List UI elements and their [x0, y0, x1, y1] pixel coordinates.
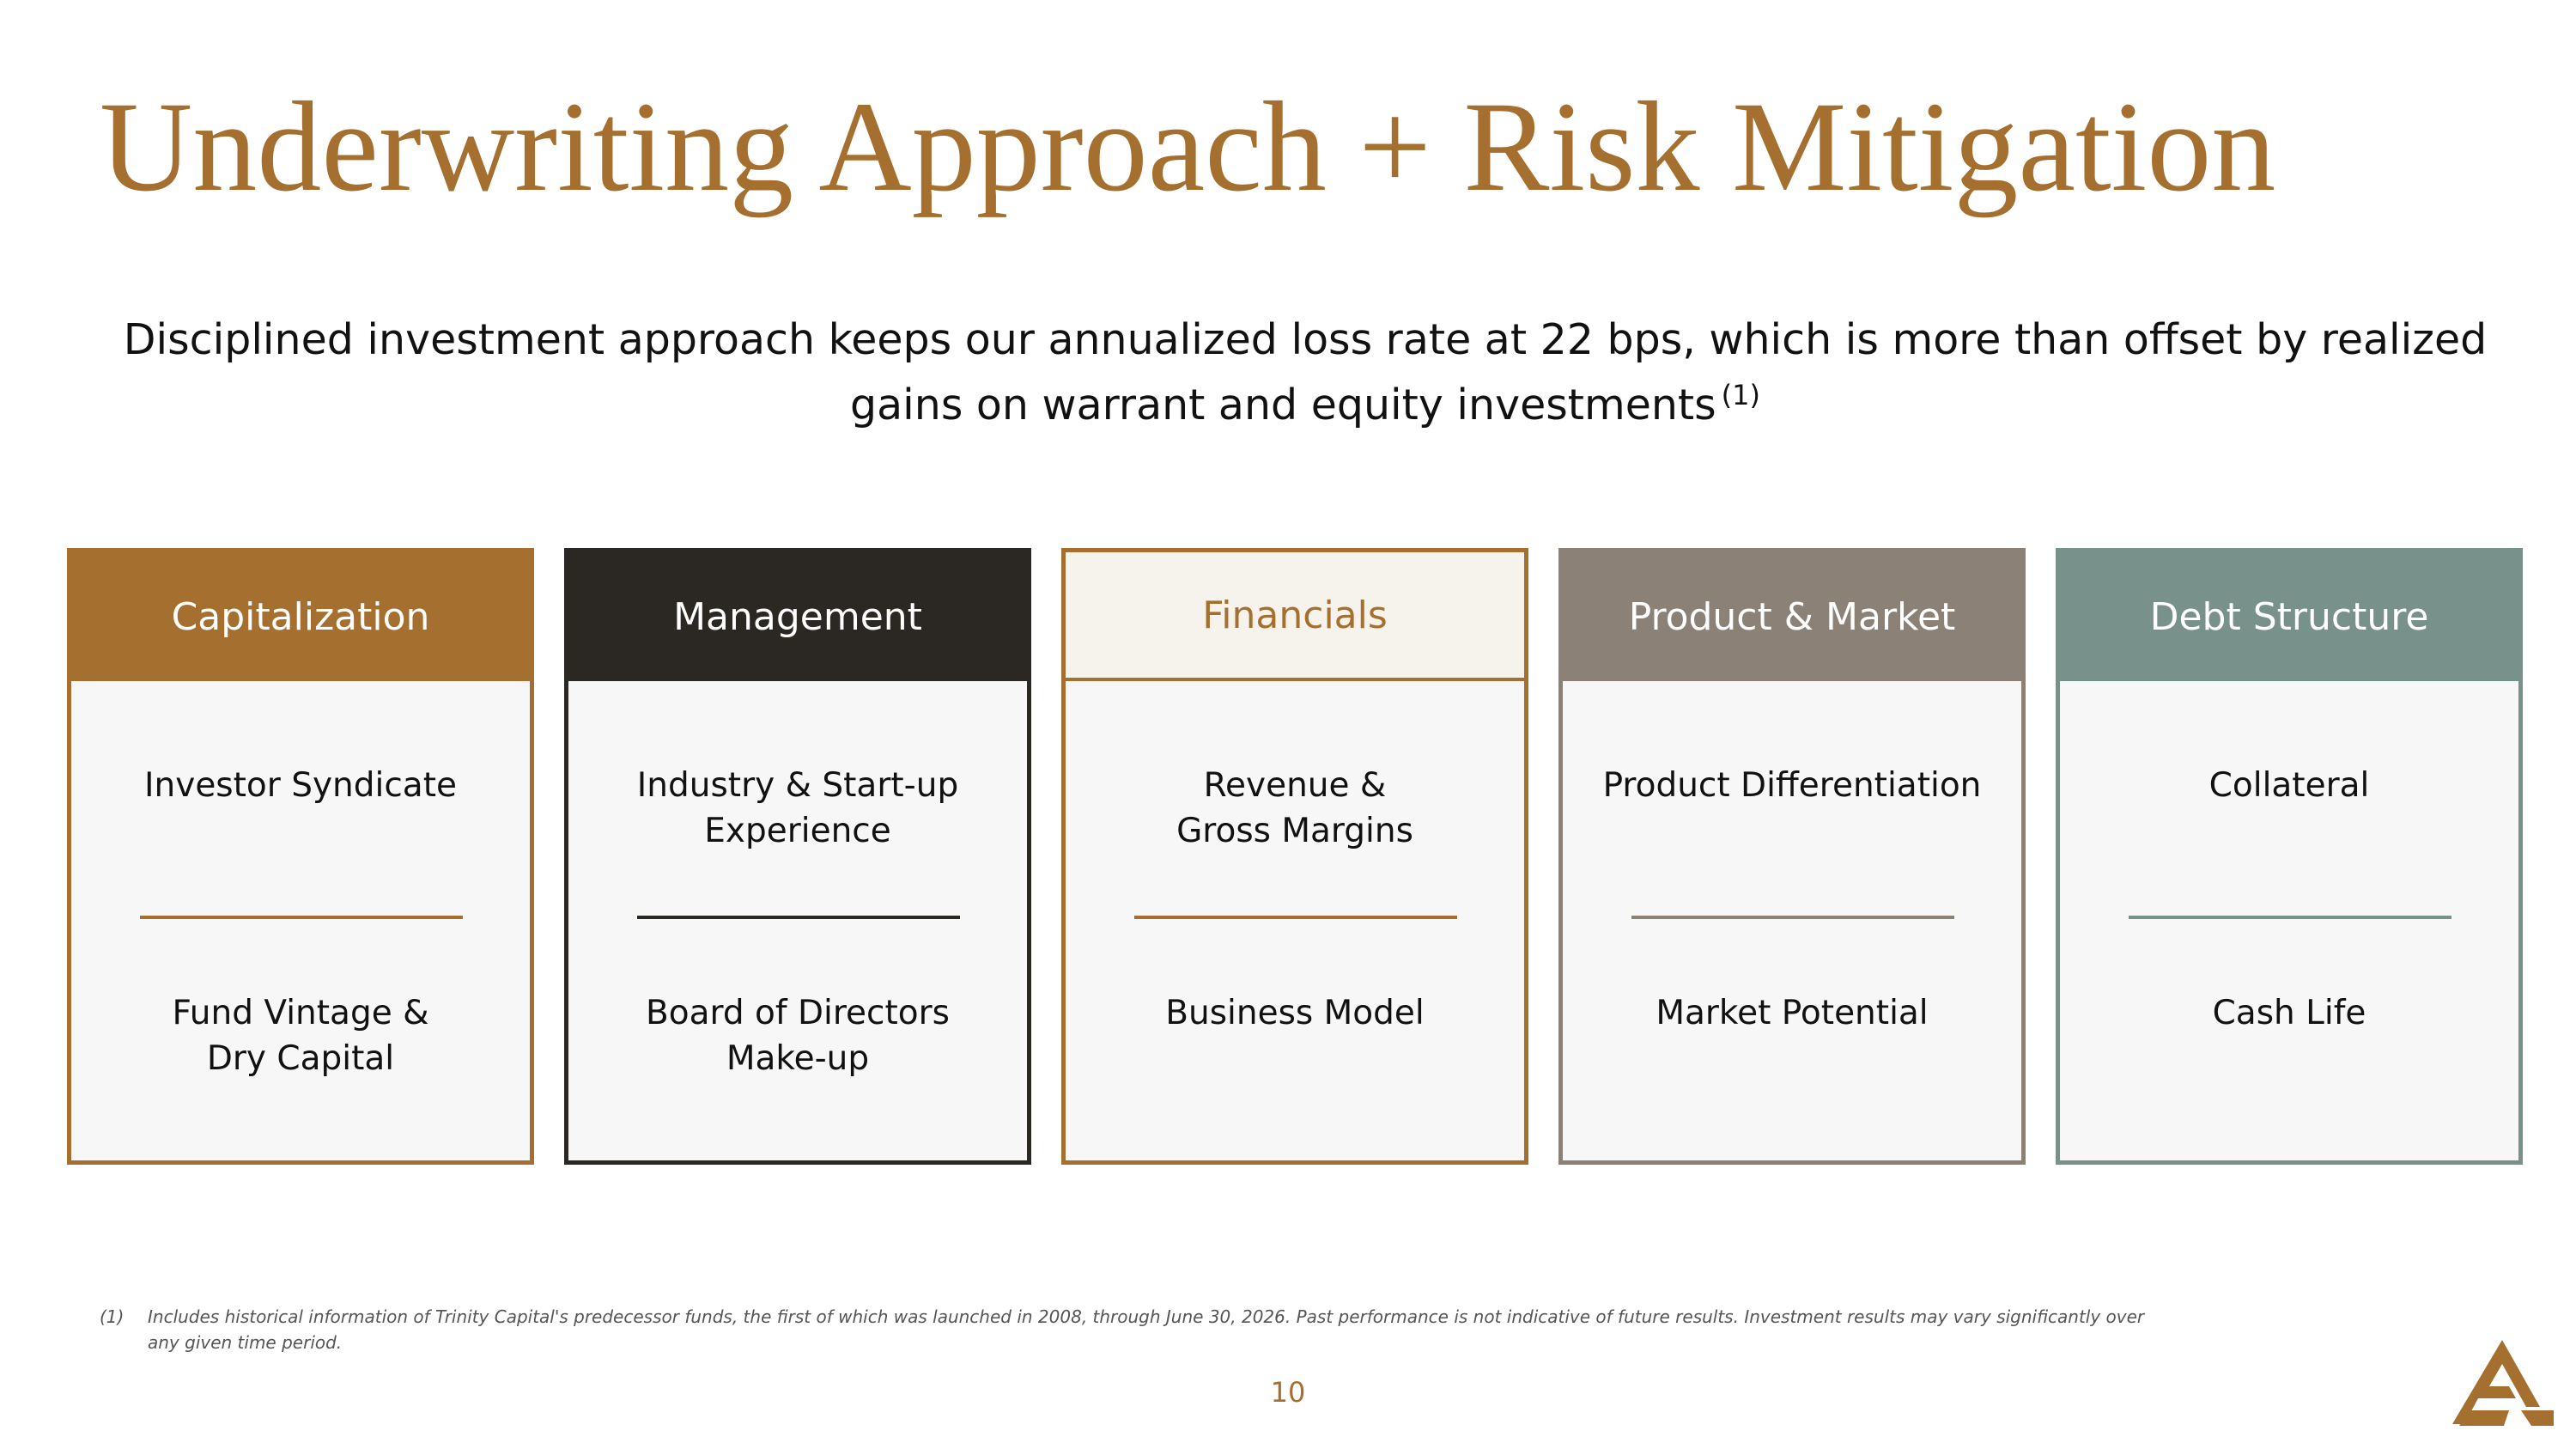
card-management — [564, 548, 1031, 1165]
subtitle-text: Disciplined investment approach keeps our annualized loss rate at 22 bps, which is more than offset by realized gains on warrant and equity investments — [123, 315, 2488, 429]
card-top-item: Product Differentiation — [1602, 766, 1982, 805]
card-capitalization — [67, 548, 534, 1165]
card-product-market — [1558, 548, 2026, 1165]
card-top-item: Investor Syndicate — [144, 766, 457, 805]
card-top-item: Revenue & Gross Margins — [1176, 766, 1413, 850]
card-header: Capitalization — [71, 552, 530, 681]
card-divider — [2129, 916, 2451, 919]
card-financials — [1061, 548, 1528, 1165]
card-bottom-item: Fund Vintage & Dry Capital — [172, 994, 429, 1078]
slide-title: Underwriting Approach + Risk Mitigation — [100, 76, 2276, 218]
card-bottom-item: Business Model — [1165, 994, 1425, 1032]
card-header: Debt Structure — [2060, 552, 2518, 681]
card-bottom-item: Board of Directors Make-up — [646, 994, 950, 1078]
card-header: Financials — [1066, 552, 1524, 681]
footnote-marker: (1) — [100, 1306, 125, 1327]
footnote-text: Includes historical information of Trinity Capital's predecessor funds, the first of which was launched in 2008, through June 30, 2026. Past performance is not indicative of future results. Investment results may vary significantly over any given time period. — [148, 1306, 2145, 1353]
card-header: Management — [568, 552, 1027, 681]
card-header: Product & Market — [1563, 552, 2021, 681]
card-bottom-item: Cash Life — [2212, 994, 2366, 1032]
card-debt-structure — [2056, 548, 2523, 1165]
triangle-logo-icon — [2449, 1338, 2555, 1428]
card-top-item: Collateral — [2208, 766, 2370, 805]
card-divider — [1631, 916, 1954, 919]
risk-factor-cards — [67, 548, 2523, 1168]
card-divider — [140, 916, 463, 919]
page-number: 10 — [1270, 1376, 1306, 1409]
subtitle-footnote-ref: (1) — [1721, 378, 1760, 411]
card-bottom-item: Market Potential — [1656, 994, 1929, 1032]
footnote — [100, 1304, 2160, 1355]
card-divider — [1134, 916, 1457, 919]
slide-subtitle — [120, 307, 2490, 438]
card-divider — [637, 916, 960, 919]
card-top-item: Industry & Start-up Experience — [636, 766, 959, 850]
